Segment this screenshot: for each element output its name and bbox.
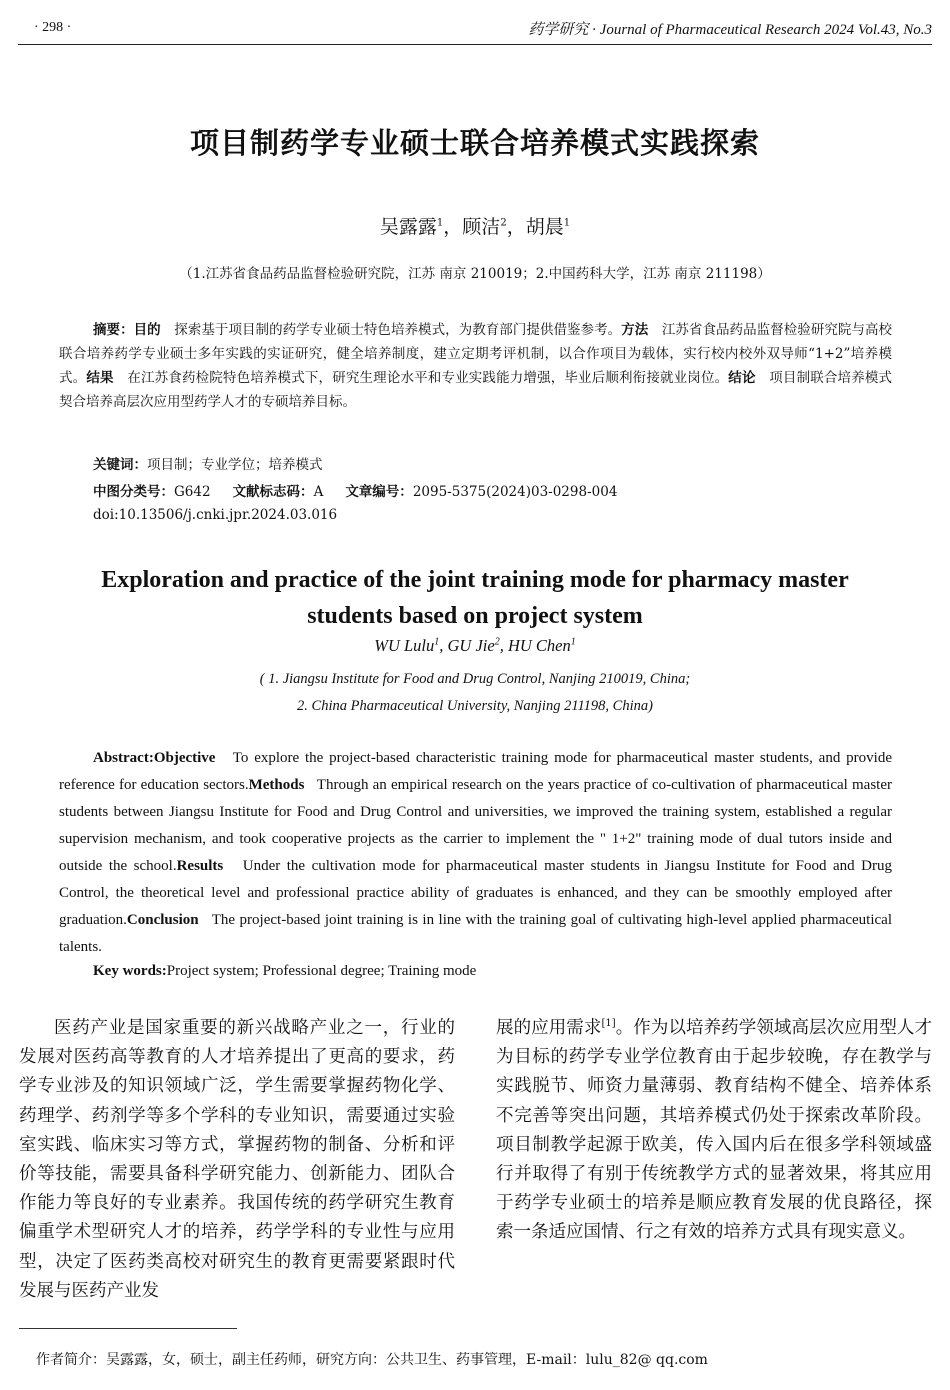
doc-code-label: 文献标志码： xyxy=(232,484,314,500)
methods-en-text: Through an empirical research on the years practice of co-cultivation of pharmaceutical master students between Jiangsu Institute for Food and Drug Control and universities, we improved the training system, established a regular supervision mechanism, and took cooperative projects as the carrier to implement the " 1+2" training mode of dual tutors inside and outside the school. xyxy=(59,777,896,874)
methods-label: 方法 xyxy=(621,322,649,338)
objective-en-text: To explore the project-based characteristic training mode for pharmaceutical master students, and provide reference for education sectors. xyxy=(59,750,896,793)
results-text: 在江苏食药检院特色培养模式下，研究生理论水平和专业实践能力增强，毕业后顺利衔接就业岗位。 xyxy=(113,370,729,386)
abstract-label: 摘要： xyxy=(93,322,134,338)
keywords-english xyxy=(93,963,476,980)
conclusion-en-label: Conclusion xyxy=(126,912,199,928)
clc-value: G642 xyxy=(174,484,211,500)
author-2: ，顾洁 xyxy=(443,216,501,238)
keywords-value: 项目制；专业学位；培养模式 xyxy=(147,457,323,473)
affiliation-chinese: （1.江苏省食品药品监督检验研究院，江苏 南京 210019；2.中国药科大学，江苏 南京 211198） xyxy=(179,266,771,282)
article-number-label: 文章编号： xyxy=(345,484,413,500)
running-header: 药学研究 · Journal of Pharmaceutical Research 2024 Vol.43, No.3 xyxy=(528,22,932,38)
author-1: 吴露露 xyxy=(379,216,437,238)
affiliation-english xyxy=(0,666,950,720)
page-number: · 298 · xyxy=(34,20,72,35)
body-right-start: 展的应用需求 xyxy=(496,1018,602,1038)
classification-line xyxy=(93,480,617,500)
doi: doi:10.13506/j.cnki.jpr.2024.03.016 xyxy=(93,507,338,523)
author-3-en: , HU Chen xyxy=(499,636,571,655)
author-3-en-affiliation-mark: 1 xyxy=(570,636,576,648)
methods-text: 江苏省食品药品监督检验研究院与高校联合培养药学专业硕士多年实践的实证研究，健全培养制度，建立定期考评机制，以合作项目为载体，实行校内校外双导师“1+2”培养模式。 xyxy=(59,322,893,386)
keywords-en-value: Project system; Professional degree; Training mode xyxy=(166,963,477,979)
author-1-en: WU Lulu xyxy=(374,636,435,655)
results-label: 结果 xyxy=(86,370,114,386)
objective-en-label: Objective xyxy=(153,750,216,766)
keywords-en-label: Key words: xyxy=(93,963,167,979)
conclusion-en-text: The project-based joint training is in line with the training goal of cultivating high-level applied pharmaceutical talents. xyxy=(59,912,896,955)
citation-ref-1: [1] xyxy=(601,1018,616,1030)
objective-text: 探索基于项目制的药学专业硕士特色培养模式，为教育部门提供借鉴参考。 xyxy=(160,322,622,338)
authors-english xyxy=(0,636,950,656)
keywords-chinese xyxy=(93,453,323,473)
author-3-affiliation-mark: 1 xyxy=(563,217,571,229)
abstract-en-label: Abstract: xyxy=(93,750,154,766)
author-1-affiliation-mark: 1 xyxy=(436,217,444,229)
author-1-en-affiliation-mark: 1 xyxy=(434,636,440,648)
title-chinese: 项目制药学专业硕士联合培养模式实践探索 xyxy=(189,126,760,160)
body-column-left: 医药产业是国家重要的新兴战略产业之一，行业的发展对医药高等教育的人才培养提出了更高的要求，药学专业涉及的知识领域广泛，学生需要掌握药物化学、药理学、药剂学等多个学科的专业知识，需要通过实验室实践、临床实习等方式，掌握药物的制备、分析和评价等技能，需要具备科学研究能力、创新能力、团队合作能力等良好的专业素养。我国传统的药学研究生教育偏重学术型研究人才的培养，药学学科的专业性与应用型，决定了医药类高校对研究生的教育更需要紧跟时代发展与医药产业发 xyxy=(19,1018,455,1301)
title-english xyxy=(0,562,950,634)
authors-chinese xyxy=(0,212,950,239)
author-2-en: , GU Jie xyxy=(439,636,495,655)
author-3: ，胡晨 xyxy=(506,216,564,238)
author-footnote: 作者简介：吴露露，女，硕士，副主任药师，研究方向：公共卫生、药事管理，E-mail：lulu_82@ qq.com xyxy=(36,1352,708,1368)
conclusion-text: 项目制联合培养模式契合培养高层次应用型药学人才的专硕培养目标。 xyxy=(59,370,893,410)
header-rule xyxy=(18,44,932,45)
author-2-affiliation-mark: 2 xyxy=(500,217,507,229)
results-en-text: Under the cultivation mode for pharmaceutical master students in Jiangsu Institute for Food and Drug Control, the theoretical level and professional practice ability of graduates is enhanced, and they can be smoothly employed after graduation. xyxy=(59,858,896,928)
doc-code-value: A xyxy=(313,484,324,500)
objective-label: 目的 xyxy=(133,322,161,338)
author-2-en-affiliation-mark: 2 xyxy=(494,636,500,648)
title-english-text: Exploration and practice of the joint training mode for pharmacy master students based on project system xyxy=(101,567,849,629)
methods-en-label: Methods xyxy=(248,777,305,793)
body-right-rest: 。作为以培养药学领域高层次应用型人才为目标的药学专业学位教育由于起步较晚，存在教学与实践脱节、师资力量薄弱、教育结构不健全、培养体系不完善等突出问题，其培养模式仍处于探索改革阶段。项目制教学起源于欧美，传入国内后在很多学科领域盛行并取得了有别于传统教学方式的显著效果，将其应用于药学专业硕士的培养是顺应教育发展的优良路径，探索一条适应国情、行之有效的培养方式具有现实意义。 xyxy=(496,1018,933,1243)
abstract-chinese xyxy=(59,318,892,414)
clc-label: 中图分类号： xyxy=(93,484,174,500)
footnote-rule xyxy=(19,1328,237,1329)
abstract-english xyxy=(59,745,896,961)
results-en-label: Results xyxy=(176,858,224,874)
keywords-label: 关键词： xyxy=(93,457,147,473)
article-number-value: 2095-5375(2024)03-0298-004 xyxy=(412,484,618,500)
conclusion-label: 结论 xyxy=(728,370,756,386)
affiliation-english-line-2: 2. China Pharmaceutical University, Nanjing 211198, China) xyxy=(297,698,653,714)
affiliation-english-line-1: ( 1. Jiangsu Institute for Food and Drug Control, Nanjing 210019, China; xyxy=(259,671,691,687)
body-column-right xyxy=(496,1014,932,1248)
